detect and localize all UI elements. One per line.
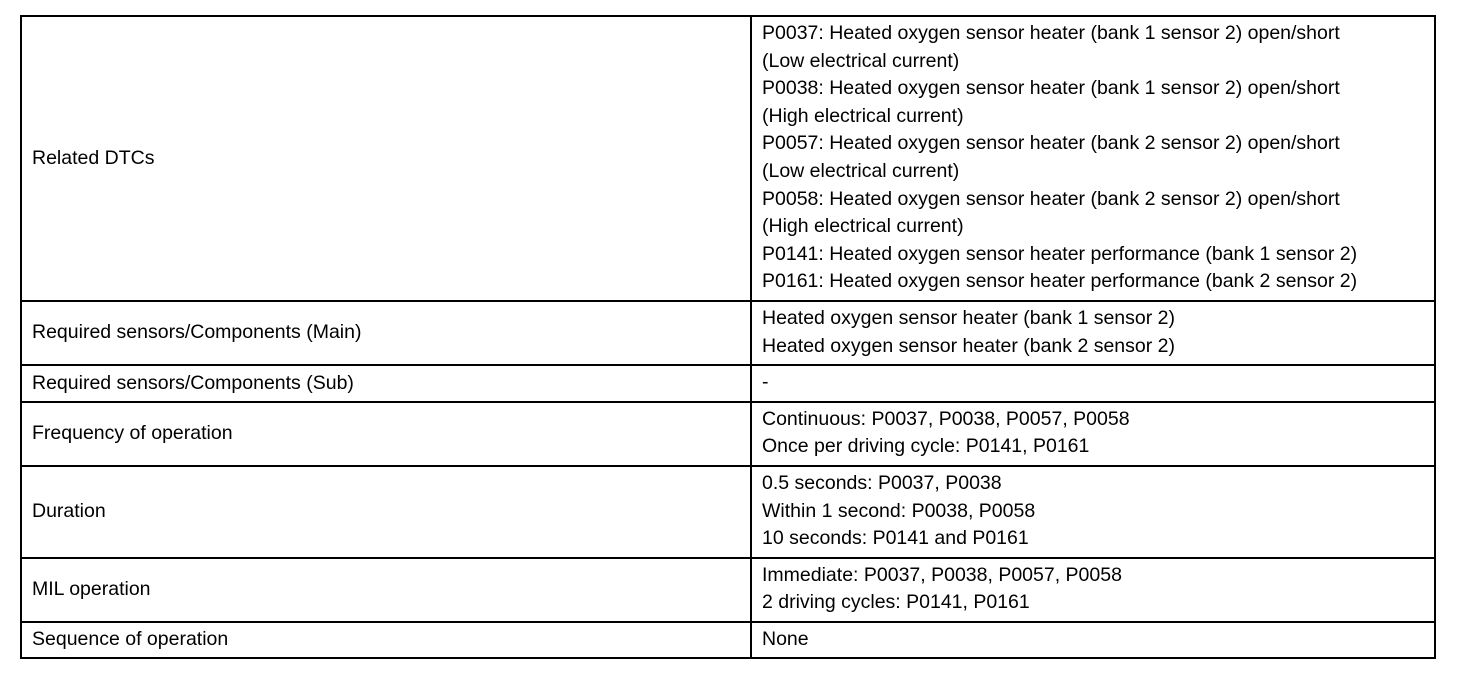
row-value [751, 402, 1435, 466]
row-label: Frequency of operation [21, 402, 751, 466]
value-line: (High electrical current) [762, 215, 964, 238]
value-line: 0.5 seconds: P0037, P0038 [762, 471, 1002, 494]
value-line: (Low electrical current) [762, 49, 960, 72]
row-label: Related DTCs [21, 16, 751, 301]
table-row [21, 466, 1435, 558]
value-line: Heated oxygen sensor heater (bank 2 sensor 2) [762, 334, 1175, 357]
value-line: P0141: Heated oxygen sensor heater performance (bank 1 sensor 2) [762, 242, 1358, 265]
value-line: P0161: Heated oxygen sensor heater performance (bank 2 sensor 2) [762, 270, 1358, 293]
row-value [751, 301, 1435, 365]
value-line: P0037: Heated oxygen sensor heater (bank 1 sensor 2) open/short [762, 22, 1340, 44]
value-line: Immediate: P0037, P0038, P0057, P0058 [762, 563, 1122, 586]
row-value [751, 365, 1435, 402]
table-row [21, 301, 1435, 365]
row-value [751, 466, 1435, 558]
value-line: Continuous: P0037, P0038, P0057, P0058 [762, 407, 1130, 430]
row-label: Required sensors/Components (Main) [21, 301, 751, 365]
value-line: Within 1 second: P0038, P0058 [762, 499, 1036, 522]
value-line: (High electrical current) [762, 104, 964, 127]
table-row [21, 365, 1435, 402]
table-row [21, 622, 1435, 659]
value-line: 2 driving cycles: P0141, P0161 [762, 591, 1030, 614]
row-value [751, 16, 1435, 301]
value-line: 10 seconds: P0141 and P0161 [762, 527, 1029, 550]
value-line: - [762, 371, 769, 394]
value-line: Heated oxygen sensor heater (bank 1 sensor 2) [762, 306, 1175, 329]
value-line: P0057: Heated oxygen sensor heater (bank 2 sensor 2) open/short [762, 132, 1340, 155]
row-label: Duration [21, 466, 751, 558]
value-line: None [762, 627, 809, 650]
value-line: Once per driving cycle: P0141, P0161 [762, 435, 1090, 458]
row-value [751, 622, 1435, 659]
table-row [21, 402, 1435, 466]
row-label: Sequence of operation [21, 622, 751, 659]
table-row [21, 558, 1435, 622]
value-line: (Low electrical current) [762, 159, 960, 182]
value-line: P0058: Heated oxygen sensor heater (bank 2 sensor 2) open/short [762, 187, 1340, 210]
row-label: MIL operation [21, 558, 751, 622]
row-value [751, 558, 1435, 622]
table-row [21, 16, 1435, 301]
spec-table [20, 15, 1436, 659]
value-line: P0038: Heated oxygen sensor heater (bank 1 sensor 2) open/short [762, 77, 1340, 100]
row-label: Required sensors/Components (Sub) [21, 365, 751, 402]
